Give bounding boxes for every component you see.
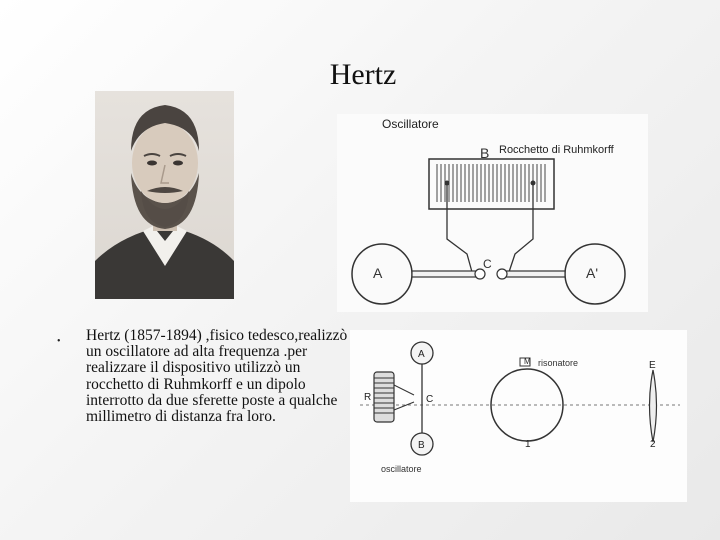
slide-title: Hertz (329, 58, 397, 91)
oscillatore-bottom-label: oscillatore (381, 464, 422, 474)
fig2-number-1: 1 (525, 439, 531, 450)
resonator-drawing (350, 330, 687, 502)
rocchetto-label: Rocchetto di Ruhmkorff (499, 144, 614, 156)
oscillatore-label: Oscillatore (382, 117, 439, 131)
fig1-letter-c: C (483, 257, 492, 271)
fig2-letter-e: E (649, 360, 656, 371)
fig2-letter-c: C (426, 394, 434, 405)
resonator-diagram (350, 330, 687, 502)
bullet-marker: • (57, 336, 61, 347)
fig2-letter-r: R (364, 392, 372, 403)
fig2-number-2: 2 (650, 439, 656, 450)
fig2-letter-m: M (524, 357, 531, 366)
fig1-letter-b: B (480, 145, 490, 161)
fig1-letter-a-prime: A' (586, 265, 599, 281)
oscillator-diagram (337, 114, 648, 312)
risonatore-label: risonatore (538, 358, 579, 368)
body-paragraph: Hertz (1857-1894) ,fisico tedesco,realizzò un oscillatore ad alta frequenza .per realizzare il dispositivo utilizzò un rocchetto di Ruhmkorff e un dipolo interrotto da due sferette poste a qualche millimetro di distanza fra loro. (86, 327, 348, 426)
fig1-letter-a: A (373, 265, 383, 281)
fig2-letter-b: B (418, 440, 425, 451)
hertz-portrait-photo (95, 91, 234, 299)
fig2-letter-a: A (418, 349, 425, 360)
